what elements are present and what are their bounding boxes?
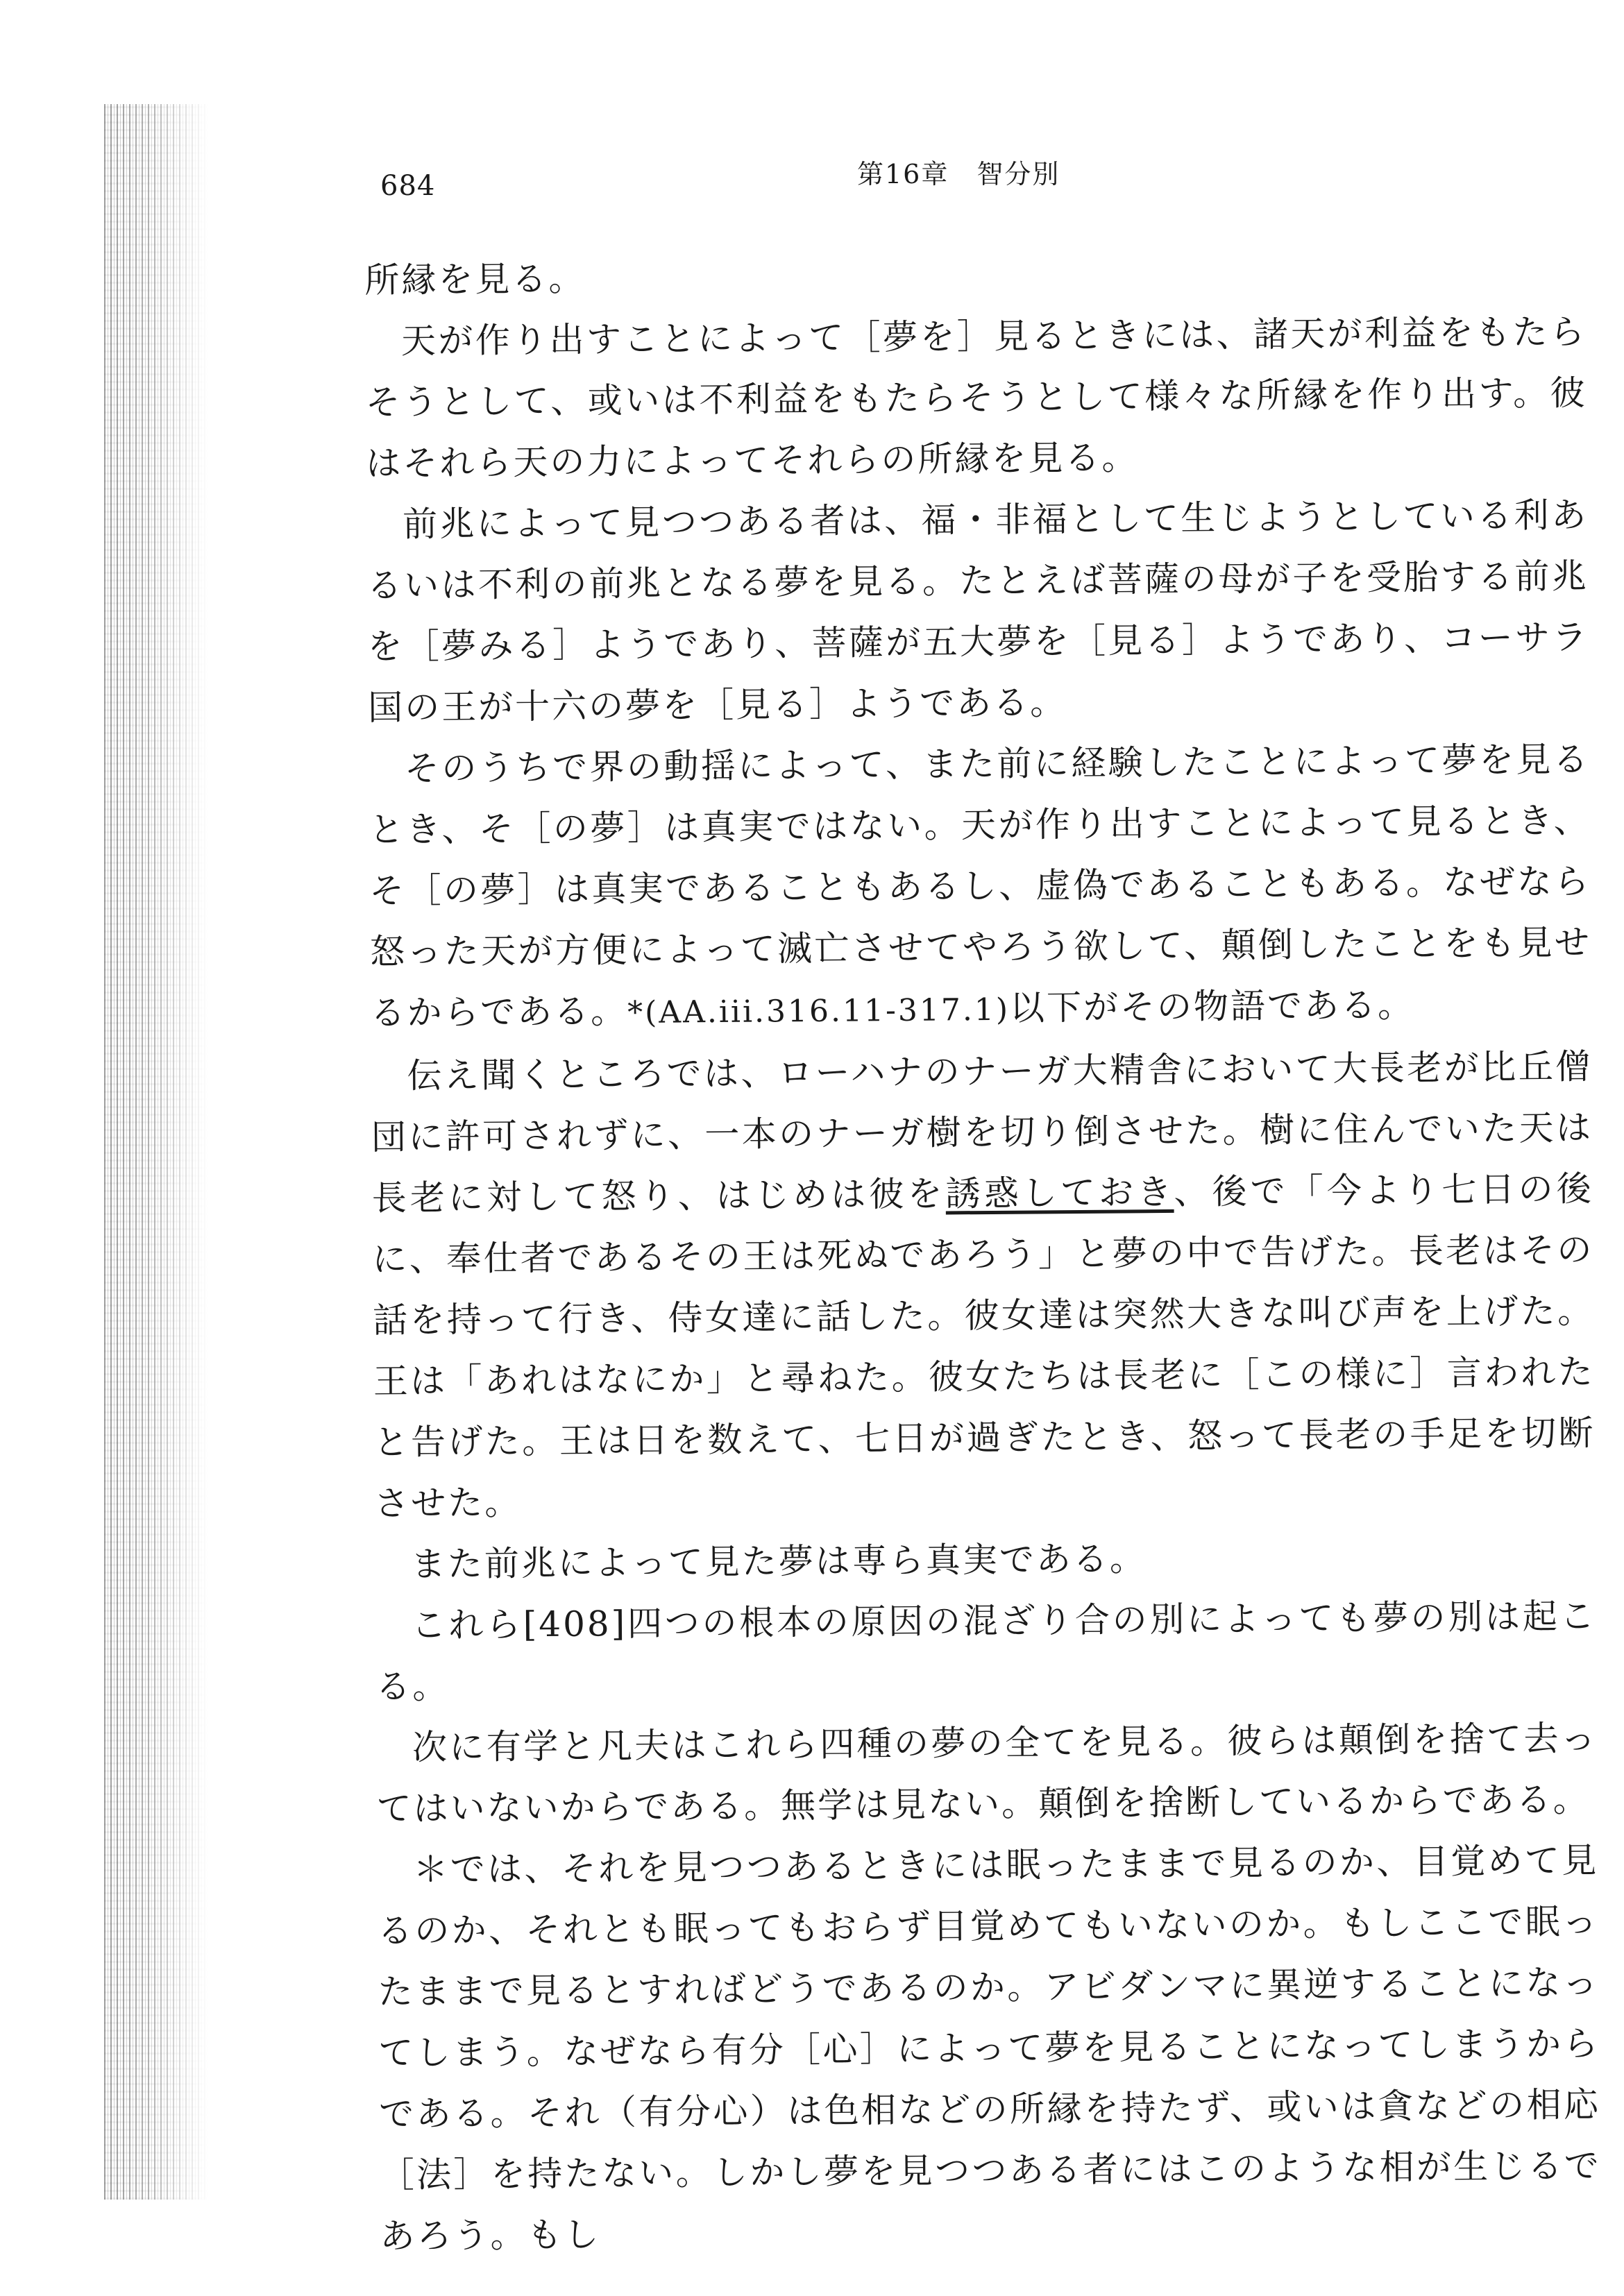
book-gutter-shadow: [104, 104, 208, 2200]
paragraph-4-tail: 以下がその物語である。: [1009, 985, 1415, 1028]
running-head: 第16章 智分別: [857, 159, 1060, 189]
paragraph-3: 前兆によって見つつある者は、福・非福として生じようとしている利あるいは不利の前兆となる夢を見る。たとえば菩薩の母が子を受胎する前兆を［夢みる］ようであり、菩薩が五大夢を［見る］ようであり、コーサラ国の王が十六の夢を［見る］ようである。: [366, 495, 1589, 728]
paragraph-1: 所縁を見る。: [364, 258, 586, 300]
body-text: [364, 240, 1602, 2267]
underlined-phrase: 誘惑しておき: [945, 1171, 1174, 1214]
paragraph-8: 次に有学と凡夫はこれら四種の夢の全てを見る。彼らは顛倒を捨て去ってはいないからである。無学は見ない。顛倒を捨断しているからである。: [376, 1718, 1598, 1829]
paragraph-4: [369, 729, 1592, 1046]
paragraph-7: これら[408]四つの根本の原因の混ざり合の別によっても夢の別は起こる。: [375, 1596, 1597, 1707]
paragraph-2: 天が作り出すことによって［夢を］見るときには、諸天が利益をもたらそうとして、或いは不利益をもたらそうとして様々な所縁を作り出す。彼はそれら天の力によってそれらの所縁を見る。: [365, 312, 1587, 484]
paragraph-9: ＊では、それを見つつあるときには眠ったままで見るのか、目覚めて見るのか、それとも眠ってもおらず目覚めてもいないのか。もしここで眠ったままで見るとすればどうであるのか。アビダンマに異逆することになってしまう。なぜなら有分［心］によって夢を見ることになってしまうからである。それ（有分心）は色相などの所縁を持たず、或いは貪などの相応［法］を持たない。しかし夢を見つつある者にはこのような相が生じるであろう。もし: [377, 1840, 1601, 2256]
page-number: 684: [380, 170, 436, 202]
paragraph-6: また前兆によって見た夢は専ら真実である。: [410, 1538, 1147, 1585]
paragraph-5-pre: 伝え聞くところでは、ローハナのナーガ大精舎において大長老が比丘僧団に許可されずに、一本のナーガ樹を切り倒させた。樹に住んでいた天は長老に対して怒り、はじめは彼を: [371, 1046, 1593, 1218]
citation-reference: *(AA.iii.316.11-317.1): [627, 992, 1010, 1031]
paragraph-5: [371, 1036, 1596, 1534]
paragraph-5-post: 、後で「今より七日の後に、奉仕者であるその王は死ぬであろう」と夢の中で告げた。長老はその話を持って行き、侍女達に話した。彼女達は突然大きな叫び声を上げた。王は「あれはなにか」と尋ねた。彼女たちは長老に［この様に］言われたと告げた。王は日を数えて、七日が過ぎたとき、怒って長老の手足を切断させた。: [372, 1168, 1596, 1524]
paragraph-4-text: そのうちで界の動揺によって、また前に経験したことによって夢を見るとき、そ［の夢］は真実ではない。天が作り出すことによって見るとき、そ［の夢］は真実であることもあるし、虚偽であることもある。なぜなら怒った天が方便によって滅亡させてやろう欲して、顛倒したことをも見せるからである。: [369, 739, 1592, 1033]
